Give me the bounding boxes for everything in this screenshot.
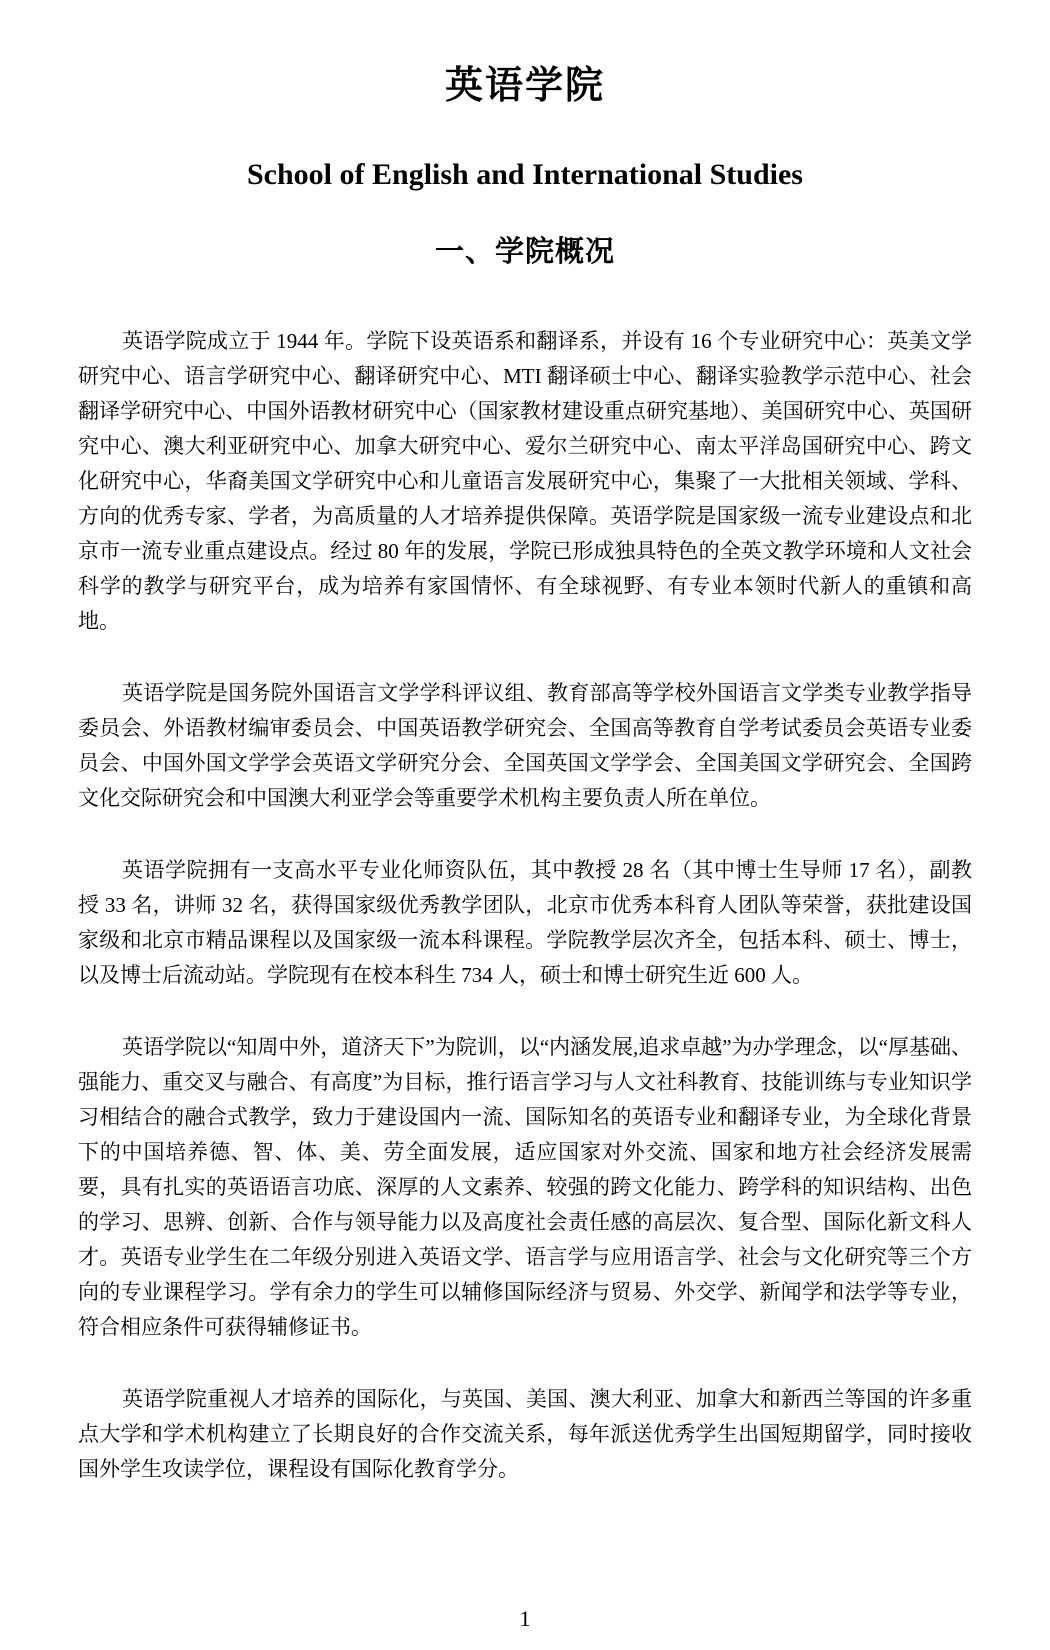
paragraph-education-philosophy: 英语学院以“知周中外，道济天下”为院训，以“内涵发展,追求卓越”为办学理念，以“厚基础、强能力、重交叉与融合、有高度”为目标，推行语言学习与人文社科教育、技能训练与专业知识学习相结合的融合式教学，致力于建设国内一流、国际知名的英语专业和翻译专业，为全球化背景下的中国培养德、智、体、美、劳全面发展，适应国家对外交流、国家和地方社会经济发展需要，具有扎实的英语语言功底、深厚的人文素养、较强的跨文化能力、跨学科的知识结构、出色的学习、思辨、创新、合作与领导能力以及高度社会责任感的高层次、复合型、国际化新文科人才。英语专业学生在二年级分别进入英语文学、语言学与应用语言学、社会与文化研究等三个方向的专业课程学习。学有余力的学生可以辅修国际经济与贸易、外交学、新闻学和法学等专业，符合相应条件可获得辅修证书。 bbox=[78, 1035, 972, 1339]
document-body bbox=[78, 324, 972, 1487]
page-title-chinese: 英语学院 bbox=[444, 65, 605, 107]
page-title-english: School of English and International Studies bbox=[247, 158, 803, 191]
paragraph-overview: 英语学院成立于 1944 年。学院下设英语系和翻译系，并设有 16 个专业研究中心：英美文学研究中心、语言学研究中心、翻译研究中心、MTI 翻译硕士中心、翻译实验教学示范中心、社会翻译学研究中心、中国外语教材研究中心（国家教材建设重点研究基地）、美国研究中心、英国研究中心、澳大利亚研究中心、加拿大研究中心、爱尔兰研究中心、南太平洋岛国研究中心、跨文化研究中心，华裔美国文学研究中心和儿童语言发展研究中心，集聚了一大批相关领域、学科、方向的优秀专家、学者，为高质量的人才培养提供保障。英语学院是国家级一流专业建设点和北京市一流专业重点建设点。经过 80 年的发展，学院已形成独具特色的全英文教学环境和人文社会科学的教学与研究平台，成为培养有家国情怀、有全球视野、有专业本领时代新人的重镇和高地。 bbox=[78, 329, 972, 633]
paragraph-internationalization: 英语学院重视人才培养的国际化，与英国、美国、澳大利亚、加拿大和新西兰等国的许多重点大学和学术机构建立了长期良好的合作交流关系，每年派送优秀学生出国短期留学，同时接收国外学生攻读学位，课程设有国际化教育学分。 bbox=[78, 1387, 972, 1481]
section-heading: 一、学院概况 bbox=[434, 236, 615, 268]
page-number: 1 bbox=[519, 1606, 531, 1631]
paragraph-faculty: 英语学院拥有一支高水平专业化师资队伍，其中教授 28 名（其中博士生导师 17 名），副教授 33 名，讲师 32 名，获得国家级优秀教学团队，北京市优秀本科育人团队等荣誉，获批建设国家级和北京市精品课程以及国家级一流本科课程。学院教学层次齐全，包括本科、硕士、博士，以及博士后流动站。学院现有在校本科生 734 人，硕士和博士研究生近 600 人。 bbox=[78, 858, 972, 987]
paragraph-academic-organizations: 英语学院是国务院外国语言文学学科评议组、教育部高等学校外国语言文学类专业教学指导委员会、外语教材编审委员会、中国英语教学研究会、全国高等教育自学考试委员会英语专业委员会、中国外国文学学会英语文学研究分会、全国英国文学学会、全国美国文学研究会、全国跨文化交际研究会和中国澳大利亚学会等重要学术机构主要负责人所在单位。 bbox=[78, 681, 972, 810]
